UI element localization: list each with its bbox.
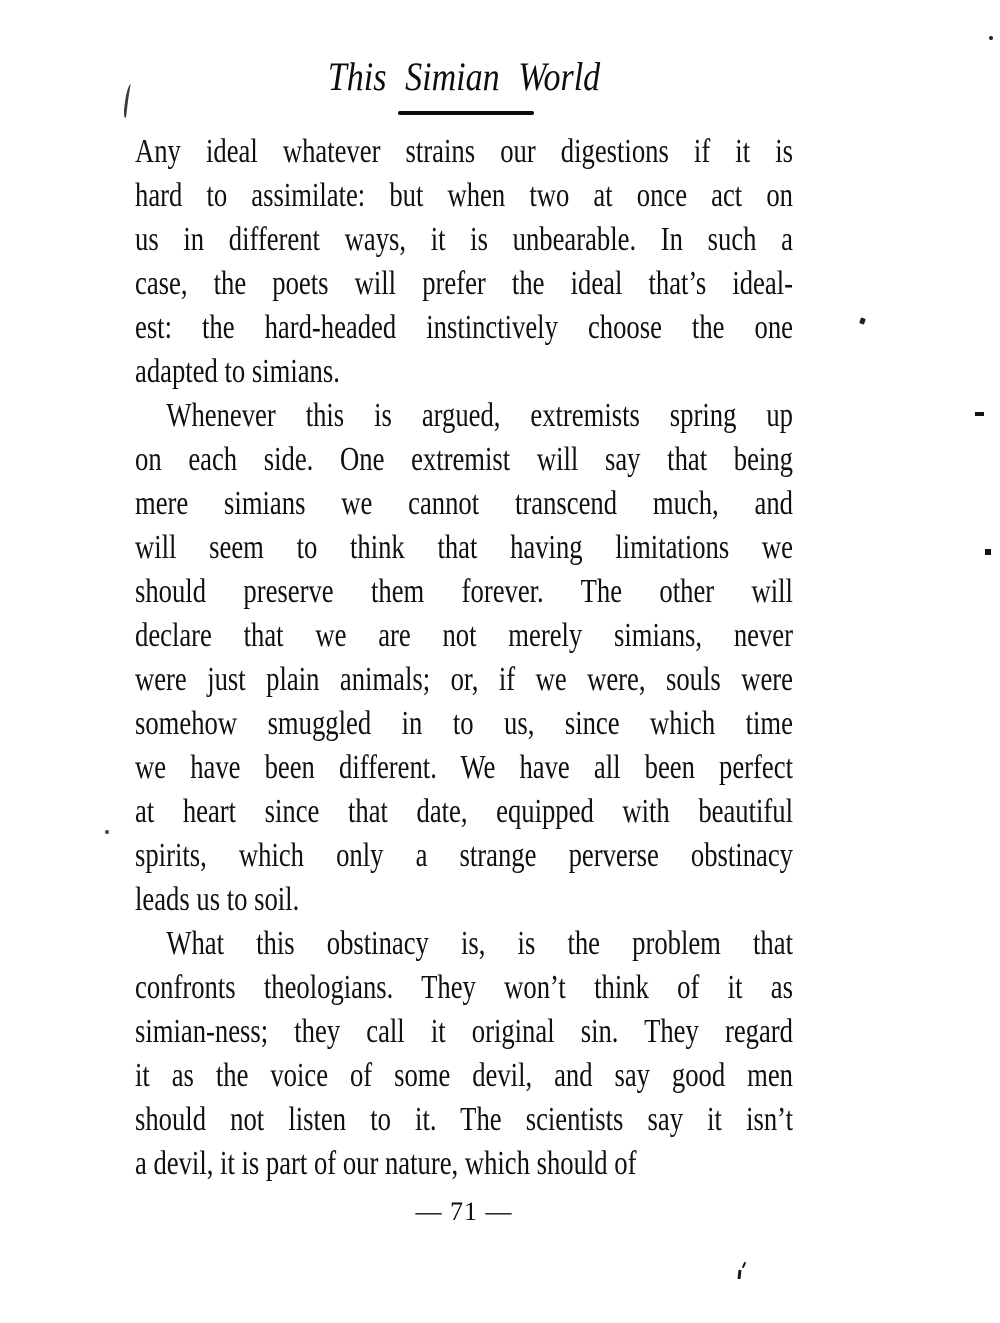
page-title: This Simian World	[327, 54, 601, 99]
text-line: simian-ness; they call it original sin. They regard	[135, 1013, 793, 1050]
text-line: case, the poets will prefer the ideal that’s ideal-	[135, 265, 793, 302]
text-line: What this obstinacy is, is the problem that	[166, 925, 793, 962]
text-line: Any ideal whatever strains our digestions if it is	[135, 133, 793, 170]
text-line: leads us to soil.	[135, 881, 300, 918]
text-line: adapted to simians.	[135, 353, 340, 390]
page-body-text	[135, 130, 793, 1186]
text-line: confronts theologians. They won’t think of it as	[135, 969, 793, 1006]
ink-speckle	[989, 36, 993, 40]
text-line: mere simians we cannot transcend much, and	[135, 485, 793, 522]
text-line: us in different ways, it is unbearable. In such a	[135, 221, 793, 258]
text-line: were just plain animals; or, if we were, souls were	[135, 661, 793, 698]
text-line: should preserve them forever. The other will	[135, 573, 793, 610]
text-line: declare that we are not merely simians, never	[135, 617, 793, 654]
ink-speckle	[975, 412, 984, 416]
text-line: it as the voice of some devil, and say good men	[135, 1057, 793, 1094]
ink-speckle	[859, 317, 866, 324]
title-underline-rule	[398, 111, 534, 115]
ink-speckle	[742, 1262, 746, 1268]
text-line: somehow smuggled in to us, since which time	[135, 705, 793, 742]
text-line: at heart since that date, equipped with beautiful	[135, 793, 793, 830]
text-line: spirits, which only a strange perverse obstinacy	[135, 837, 793, 874]
ink-speckle	[105, 830, 109, 834]
ink-smudge	[123, 84, 133, 118]
text-line: we have been different. We have all been perfect	[135, 749, 793, 786]
text-line: a devil, it is part of our nature, which should of	[135, 1145, 637, 1182]
text-line: Whenever this is argued, extremists spring up	[166, 397, 793, 434]
page-number: — 71 —	[415, 1197, 513, 1226]
ink-speckle	[738, 1270, 742, 1279]
text-line: will seem to think that having limitations we	[135, 529, 793, 566]
ink-speckle	[985, 549, 991, 555]
text-line: should not listen to it. The scientists say it isn’t	[135, 1101, 793, 1138]
text-line: hard to assimilate: but when two at once act on	[135, 177, 793, 214]
text-line: on each side. One extremist will say that being	[135, 441, 793, 478]
text-line: est: the hard-headed instinctively choose the one	[135, 309, 793, 346]
